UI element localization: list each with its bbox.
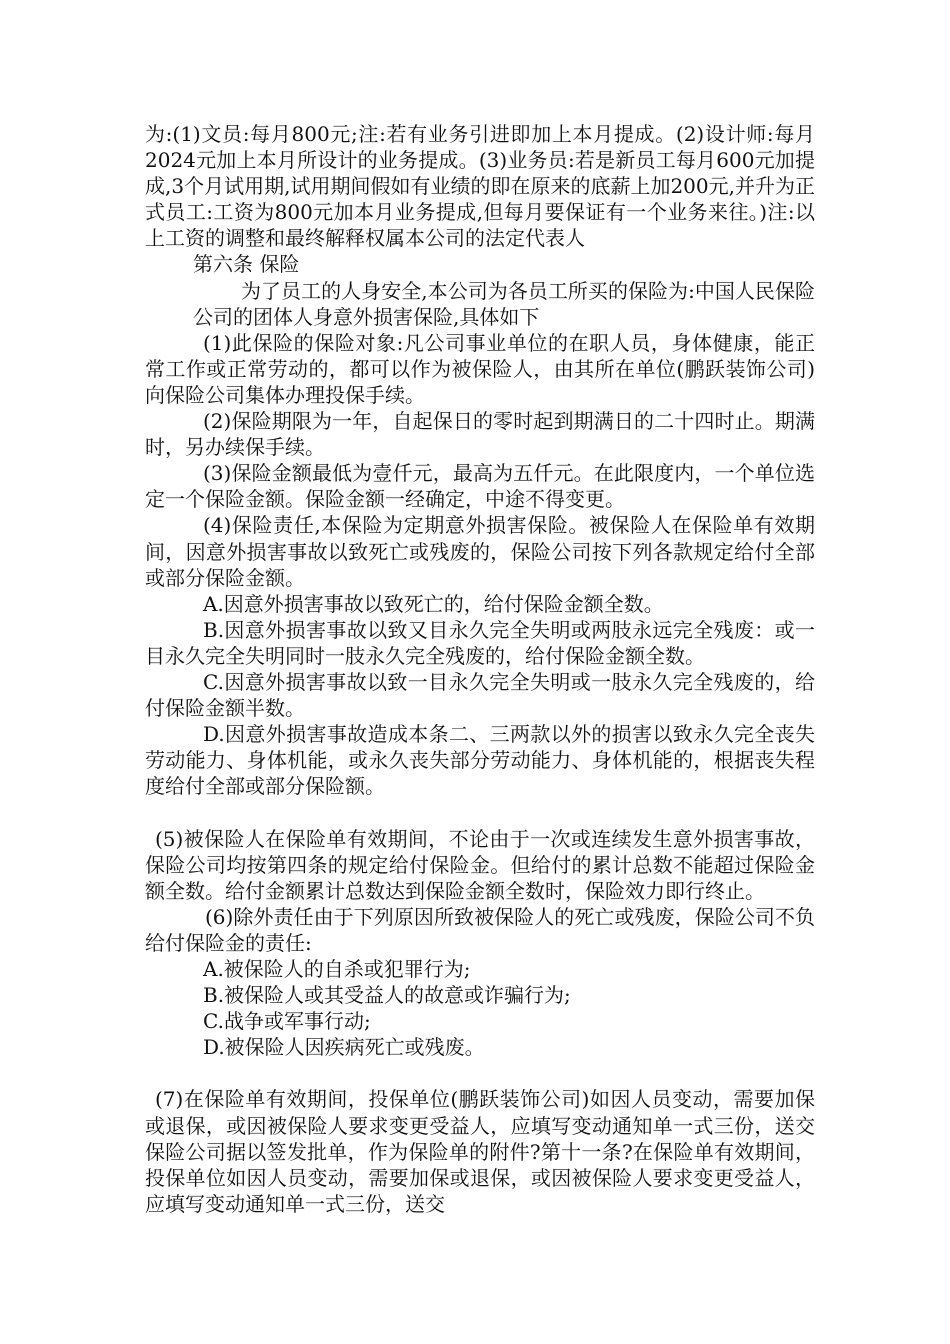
- paragraph-clause-4: (4)保险责任,本保险为定期意外损害保险。被保险人在保险单有效期间，因意外损害事故以致死亡或残废的，保险公司按下列各款规定给付全部或部分保险金额。: [145, 513, 815, 590]
- paragraph-clause-4c: C.因意外损害事故以致一目永久完全失明或一肢永久完全残废的，给付保险金额半数。: [145, 669, 815, 721]
- paragraph-salary-terms: 为:(1)文员:每月800元;注:若有业务引进即加上本月提成。(2)设计师:每月2024元加上本月所设计的业务提成。(3)业务员:若是新员工每月600元加提成,3个月试用期,试用期间假如有业绩的即在原来的底薪上加200元,并升为正式员工:工资为800元加本月业务提成,但每月要保证有一个业务来往。)注:以上工资的调整和最终解释权属本公司的法定代表人: [145, 122, 815, 251]
- paragraph-clause-4b: B.因意外损害事故以致又目永久完全失明或两肢永远完全残废：或一目永久完全失明同时一肢永久完全残废的，给付保险金额全数。: [145, 617, 815, 668]
- paragraph-clause-7: (7)在保险单有效期间，投保单位(鹏跃装饰公司)如因人员变动，需要加保或退保，或因被保险人要求变更受益人，应填写变动通知单一式三份，送交保险公司据以签发批单，作为保险单的附件?第十一条?在保险单有效期间，投保单位如因人员变动，需要加保或退保，或因被保险人要求变更受益人，应填写变动通知单一式三份，送交: [145, 1087, 815, 1216]
- paragraph-clause-6b: B.被保险人或其受益人的故意或诈骗行为;: [203, 983, 571, 1008]
- paragraph-clause-5: (5)被保险人在保险单有效期间，不论由于一次或连续发生意外损害事故，保险公司均按第四条的规定给付保险金。但给付的累计总数不能超过保险金额全数。给付金额累计总数达到保险金额全数时，保险效力即行终止。: [145, 826, 815, 903]
- paragraph-insurance-intro: 为了员工的人身安全,本公司为各员工所买的保险为:中国人民保险公司的团体人身意外损害保险,具体如下: [193, 278, 815, 329]
- paragraph-clause-1: (1)此保险的保险对象:凡公司事业单位的在职人员，身体健康，能正常工作或正常劳动的，都可以作为被保险人，由其所在单位(鹏跃装饰公司)向保险公司集体办理投保手续。: [145, 330, 815, 407]
- paragraph-clause-6: (6)除外责任由于下列原因所致被保险人的死亡或残废，保险公司不负给付保险金的责任:: [145, 904, 815, 955]
- paragraph-clause-6a: A.被保险人的自杀或犯罪行为;: [203, 957, 471, 981]
- paragraph-spacer: [145, 1060, 815, 1086]
- document-body: [145, 121, 815, 1217]
- paragraph-clause-4a: A.因意外损害事故以致死亡的，给付保险金额全数。: [203, 591, 664, 616]
- paragraph-clause-6c: C.战争或军事行动;: [203, 1009, 371, 1034]
- paragraph-clause-4d: D.因意外损害事故造成本条二、三两款以外的损害以致永久完全丧失劳动能力、身体机能，或永久丧失部分劳动能力、身体机能的，根据丧失程度给付全部或部分保险额。: [145, 722, 815, 799]
- section-heading-insurance: 第六条 保险: [193, 252, 300, 277]
- paragraph-clause-3: (3)保险金额最低为壹仟元，最高为五仟元。在此限度内，一个单位选定一个保险金额。保险金额一经确定，中途不得变更。: [145, 461, 815, 512]
- paragraph-clause-2: (2)保险期限为一年，自起保日的零时起到期满日的二十四时止。期满时，另办续保手续。: [145, 409, 815, 460]
- paragraph-clause-6d: D.被保险人因疾病死亡或残废。: [203, 1035, 485, 1060]
- paragraph-spacer: [145, 799, 815, 825]
